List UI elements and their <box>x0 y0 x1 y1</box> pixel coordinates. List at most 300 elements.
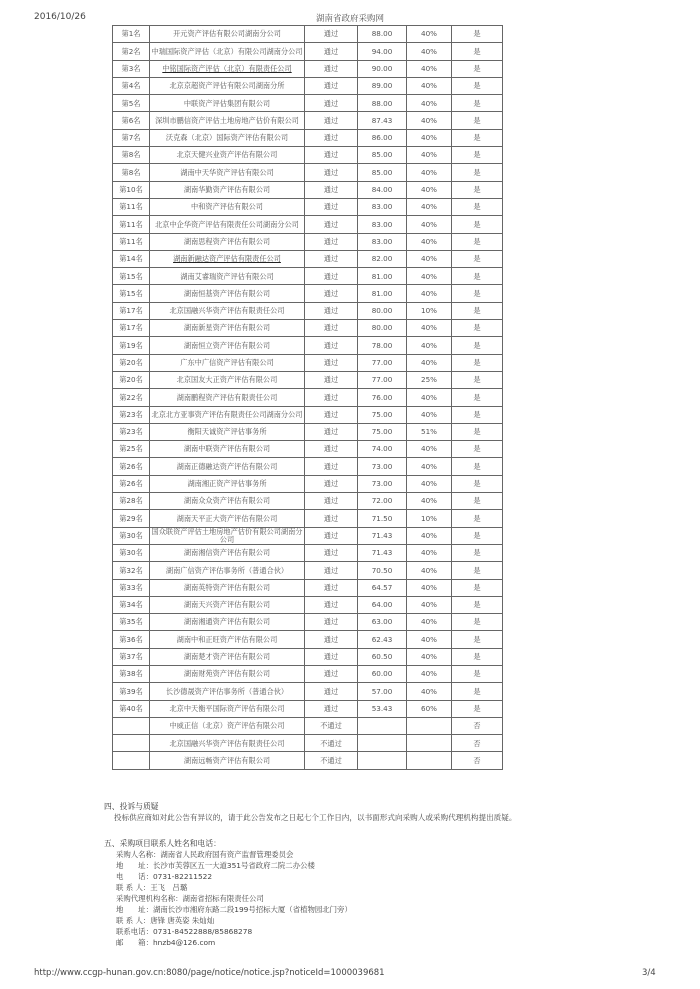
cell-status: 不通过 <box>305 735 358 752</box>
cell-name: 湖南新星资产评估有限公司 <box>150 320 305 337</box>
table-row <box>113 216 503 233</box>
cell-pct: 40% <box>407 614 452 631</box>
cell-name: 湖南楚才资产评估有限公司 <box>150 648 305 665</box>
cell-status: 通过 <box>305 43 358 60</box>
cell-status: 通过 <box>305 216 358 233</box>
contact-section-title: 五、采购项目联系人姓名和电话： <box>104 839 221 848</box>
contact-line: 邮 箱：hnzb4@126.com <box>116 938 216 947</box>
cell-win: 是 <box>452 665 503 682</box>
cell-score: 84.00 <box>358 181 407 198</box>
cell-win: 是 <box>452 389 503 406</box>
table-row <box>113 181 503 198</box>
cell-rank <box>113 752 150 769</box>
cell-status: 通过 <box>305 406 358 423</box>
contact-line: 采购代理机构名称：湖南省招标有限责任公司 <box>116 894 264 903</box>
cell-score <box>358 735 407 752</box>
cell-rank: 第2名 <box>113 43 150 60</box>
cell-win: 是 <box>452 648 503 665</box>
cell-rank: 第20名 <box>113 354 150 371</box>
cell-score: 57.00 <box>358 683 407 700</box>
cell-win: 是 <box>452 441 503 458</box>
table-row <box>113 302 503 319</box>
cell-pct: 40% <box>407 337 452 354</box>
cell-rank: 第25名 <box>113 441 150 458</box>
complaint-section-body: 投标供应商如对此公告有异议的，请于此公告发布之日起七个工作日内，以书面形式向采购人或采购代理机构提出质疑。 <box>114 813 517 822</box>
cell-win: 是 <box>452 268 503 285</box>
cell-score: 73.00 <box>358 458 407 475</box>
cell-score: 74.00 <box>358 441 407 458</box>
cell-pct: 60% <box>407 700 452 717</box>
cell-score: 72.00 <box>358 493 407 510</box>
cell-name: 中瑞国际资产评估（北京）有限公司湖南分公司 <box>150 43 305 60</box>
contact-line: 联系电话：0731-84522888/85868278 <box>116 927 253 936</box>
cell-status: 不通过 <box>305 717 358 734</box>
cell-win: 是 <box>452 700 503 717</box>
cell-name: 湖南鹏程资产评估有限责任公司 <box>150 389 305 406</box>
cell-status: 通过 <box>305 579 358 596</box>
table-row <box>113 43 503 60</box>
cell-rank: 第15名 <box>113 268 150 285</box>
cell-rank: 第19名 <box>113 337 150 354</box>
cell-name: 沃克森（北京）国际资产评估有限公司 <box>150 129 305 146</box>
results-table-body <box>113 26 503 770</box>
cell-win: 是 <box>452 423 503 440</box>
table-row <box>113 614 503 631</box>
cell-win: 是 <box>452 354 503 371</box>
table-row <box>113 60 503 77</box>
cell-score: 73.00 <box>358 475 407 492</box>
cell-win: 是 <box>452 60 503 77</box>
cell-win: 是 <box>452 510 503 527</box>
cell-status: 通过 <box>305 510 358 527</box>
cell-score: 80.00 <box>358 320 407 337</box>
cell-pct: 40% <box>407 389 452 406</box>
cell-status: 通过 <box>305 648 358 665</box>
cell-win: 是 <box>452 77 503 94</box>
cell-name: 湖南恒立资产评估有限公司 <box>150 337 305 354</box>
cell-score: 88.00 <box>358 26 407 43</box>
cell-pct: 40% <box>407 596 452 613</box>
footer-url[interactable]: http://www.ccgp-hunan.gov.cn:8080/page/notice/notice.jsp?noticeId=1000039681 <box>34 968 385 978</box>
cell-pct: 25% <box>407 371 452 388</box>
cell-status: 通过 <box>305 147 358 164</box>
cell-pct: 40% <box>407 129 452 146</box>
cell-rank <box>113 735 150 752</box>
cell-pct: 40% <box>407 544 452 561</box>
cell-status: 通过 <box>305 95 358 112</box>
cell-status: 通过 <box>305 371 358 388</box>
table-row <box>113 683 503 700</box>
cell-score: 60.50 <box>358 648 407 665</box>
cell-pct: 40% <box>407 320 452 337</box>
cell-pct: 40% <box>407 441 452 458</box>
results-table <box>112 25 503 770</box>
table-row <box>113 423 503 440</box>
cell-rank: 第8名 <box>113 147 150 164</box>
cell-name: 北京中企华资产评估有限责任公司湖南分公司 <box>150 216 305 233</box>
contact-line: 联 系 人：王飞 吕璐 <box>116 883 188 892</box>
cell-rank <box>113 717 150 734</box>
cell-score: 64.00 <box>358 596 407 613</box>
cell-pct: 40% <box>407 77 452 94</box>
cell-win: 是 <box>452 614 503 631</box>
cell-name: 北京国融兴华资产评估有限责任公司 <box>150 735 305 752</box>
contact-line: 地 址：长沙市芙蓉区五一大道351号省政府二院二办公楼 <box>116 861 315 870</box>
cell-status: 通过 <box>305 285 358 302</box>
cell-win: 否 <box>452 735 503 752</box>
cell-rank: 第11名 <box>113 198 150 215</box>
cell-pct: 40% <box>407 631 452 648</box>
cell-rank: 第6名 <box>113 112 150 129</box>
cell-rank: 第11名 <box>113 233 150 250</box>
cell-status: 通过 <box>305 60 358 77</box>
cell-score: 71.50 <box>358 510 407 527</box>
cell-rank: 第30名 <box>113 544 150 561</box>
cell-name: 开元资产评估有限公司湖南分公司 <box>150 26 305 43</box>
cell-win: 是 <box>452 544 503 561</box>
cell-score: 88.00 <box>358 95 407 112</box>
cell-score <box>358 752 407 769</box>
cell-score: 78.00 <box>358 337 407 354</box>
cell-status: 通过 <box>305 544 358 561</box>
cell-rank: 第7名 <box>113 129 150 146</box>
table-row <box>113 250 503 267</box>
cell-score: 75.00 <box>358 423 407 440</box>
cell-win: 是 <box>452 493 503 510</box>
table-row <box>113 648 503 665</box>
cell-score: 62.43 <box>358 631 407 648</box>
cell-score: 71.43 <box>358 527 407 544</box>
cell-name: 湖南华勤资产评估有限公司 <box>150 181 305 198</box>
table-row <box>113 354 503 371</box>
cell-name: 深圳市鹏信资产评估土地房地产估价有限公司 <box>150 112 305 129</box>
table-row <box>113 579 503 596</box>
cell-rank: 第34名 <box>113 596 150 613</box>
cell-score: 76.00 <box>358 389 407 406</box>
cell-score: 83.00 <box>358 233 407 250</box>
cell-name: 湖南天兴资产评估有限公司 <box>150 596 305 613</box>
cell-status: 通过 <box>305 493 358 510</box>
cell-status: 不通过 <box>305 752 358 769</box>
cell-rank: 第20名 <box>113 371 150 388</box>
cell-pct <box>407 735 452 752</box>
cell-rank: 第22名 <box>113 389 150 406</box>
table-row <box>113 320 503 337</box>
cell-status: 通过 <box>305 683 358 700</box>
cell-pct: 40% <box>407 285 452 302</box>
cell-name: 北京中天衡平国际资产评估有限公司 <box>150 700 305 717</box>
cell-rank: 第37名 <box>113 648 150 665</box>
cell-rank: 第29名 <box>113 510 150 527</box>
cell-pct: 40% <box>407 216 452 233</box>
cell-name: 衡阳天诚资产评估事务所 <box>150 423 305 440</box>
cell-win: 是 <box>452 95 503 112</box>
cell-pct: 40% <box>407 406 452 423</box>
complaint-section-title: 四、投诉与质疑 <box>104 802 159 811</box>
cell-name: 湖南湘正资产评估事务所 <box>150 475 305 492</box>
cell-status: 通过 <box>305 562 358 579</box>
cell-pct: 10% <box>407 302 452 319</box>
table-row <box>113 164 503 181</box>
cell-rank: 第5名 <box>113 95 150 112</box>
table-row <box>113 26 503 43</box>
cell-rank: 第39名 <box>113 683 150 700</box>
cell-pct: 40% <box>407 458 452 475</box>
cell-status: 通过 <box>305 475 358 492</box>
cell-win: 是 <box>452 181 503 198</box>
table-row <box>113 458 503 475</box>
cell-score: 70.50 <box>358 562 407 579</box>
cell-name: 北京国融兴华资产评估有限责任公司 <box>150 302 305 319</box>
cell-name: 湖南艾睿瑞资产评估有限公司 <box>150 268 305 285</box>
table-row <box>113 389 503 406</box>
cell-status: 通过 <box>305 665 358 682</box>
cell-rank: 第28名 <box>113 493 150 510</box>
cell-name: 湖南众众资产评估有限公司 <box>150 493 305 510</box>
cell-rank: 第23名 <box>113 423 150 440</box>
contact-line: 采购人名称：湖南省人民政府国有资产监督管理委员会 <box>116 850 294 859</box>
cell-status: 通过 <box>305 614 358 631</box>
table-row <box>113 285 503 302</box>
table-row <box>113 371 503 388</box>
cell-name: 湖南湘信资产评估有限公司 <box>150 544 305 561</box>
cell-win: 是 <box>452 406 503 423</box>
table-row <box>113 233 503 250</box>
table-row <box>113 406 503 423</box>
cell-score: 87.43 <box>358 112 407 129</box>
cell-name: 湖南正德融达资产评估有限公司 <box>150 458 305 475</box>
cell-pct: 51% <box>407 423 452 440</box>
table-row <box>113 493 503 510</box>
cell-win: 否 <box>452 717 503 734</box>
cell-name: 湖南广信资产评估事务所（普通合伙） <box>150 562 305 579</box>
cell-name: 北京天健兴业资产评估有限公司 <box>150 147 305 164</box>
site-title: 湖南省政府采购网 <box>315 14 384 24</box>
cell-pct: 40% <box>407 579 452 596</box>
cell-status: 通过 <box>305 302 358 319</box>
table-row <box>113 596 503 613</box>
table-row <box>113 735 503 752</box>
cell-rank: 第3名 <box>113 60 150 77</box>
table-row <box>113 527 503 544</box>
header-date: 2016/10/26 <box>34 12 86 22</box>
contact-line: 联 系 人：唐锋 唐英姿 朱灿灿 <box>116 916 215 925</box>
cell-rank: 第35名 <box>113 614 150 631</box>
cell-win: 是 <box>452 285 503 302</box>
cell-win: 是 <box>452 302 503 319</box>
cell-name: 中和资产评估有限公司 <box>150 198 305 215</box>
cell-score: 63.00 <box>358 614 407 631</box>
cell-name: 湖南恒基资产评估有限公司 <box>150 285 305 302</box>
cell-rank: 第15名 <box>113 285 150 302</box>
cell-status: 通过 <box>305 527 358 544</box>
cell-win: 是 <box>452 198 503 215</box>
cell-pct: 40% <box>407 112 452 129</box>
cell-pct: 40% <box>407 648 452 665</box>
cell-pct: 40% <box>407 493 452 510</box>
cell-win: 是 <box>452 458 503 475</box>
cell-pct: 40% <box>407 354 452 371</box>
cell-rank: 第26名 <box>113 475 150 492</box>
cell-name: 湖南中和正旺资产评估有限公司 <box>150 631 305 648</box>
cell-score: 71.43 <box>358 544 407 561</box>
table-row <box>113 441 503 458</box>
cell-score: 82.00 <box>358 250 407 267</box>
cell-score: 53.43 <box>358 700 407 717</box>
cell-pct: 10% <box>407 510 452 527</box>
cell-status: 通过 <box>305 423 358 440</box>
cell-rank: 第8名 <box>113 164 150 181</box>
cell-status: 通过 <box>305 250 358 267</box>
cell-status: 通过 <box>305 631 358 648</box>
cell-rank: 第17名 <box>113 302 150 319</box>
cell-score: 94.00 <box>358 43 407 60</box>
cell-name: 湖南中联资产评估有限公司 <box>150 441 305 458</box>
cell-pct: 40% <box>407 43 452 60</box>
cell-win: 否 <box>452 752 503 769</box>
cell-pct: 40% <box>407 181 452 198</box>
cell-status: 通过 <box>305 268 358 285</box>
cell-name: 北京北方亚事资产评估有限责任公司湖南分公司 <box>150 406 305 423</box>
cell-win: 是 <box>452 579 503 596</box>
table-row <box>113 268 503 285</box>
cell-score: 81.00 <box>358 285 407 302</box>
cell-win: 是 <box>452 371 503 388</box>
cell-name: 湖南中天华资产评估有限公司 <box>150 164 305 181</box>
cell-rank: 第14名 <box>113 250 150 267</box>
cell-name: 湖南思程资产评估有限公司 <box>150 233 305 250</box>
page-number: 3/4 <box>642 968 656 978</box>
cell-pct: 40% <box>407 527 452 544</box>
cell-pct: 40% <box>407 95 452 112</box>
cell-win: 是 <box>452 250 503 267</box>
cell-rank: 第1名 <box>113 26 150 43</box>
cell-name: 中联资产评估集团有限公司 <box>150 95 305 112</box>
cell-status: 通过 <box>305 320 358 337</box>
cell-status: 通过 <box>305 77 358 94</box>
cell-status: 通过 <box>305 233 358 250</box>
cell-status: 通过 <box>305 389 358 406</box>
cell-score: 83.00 <box>358 198 407 215</box>
cell-pct: 40% <box>407 562 452 579</box>
cell-status: 通过 <box>305 441 358 458</box>
cell-pct: 40% <box>407 147 452 164</box>
cell-name: 中威正信（北京）资产评估有限公司 <box>150 717 305 734</box>
cell-score: 81.00 <box>358 268 407 285</box>
cell-name: 北京京超资产评估有限公司湖南分所 <box>150 77 305 94</box>
cell-win: 是 <box>452 320 503 337</box>
cell-rank: 第36名 <box>113 631 150 648</box>
cell-rank: 第30名 <box>113 527 150 544</box>
cell-win: 是 <box>452 129 503 146</box>
cell-score: 89.00 <box>358 77 407 94</box>
cell-score: 75.00 <box>358 406 407 423</box>
cell-score: 83.00 <box>358 216 407 233</box>
cell-win: 是 <box>452 112 503 129</box>
cell-win: 是 <box>452 164 503 181</box>
cell-win: 是 <box>452 43 503 60</box>
cell-score: 85.00 <box>358 164 407 181</box>
cell-rank: 第17名 <box>113 320 150 337</box>
cell-pct: 40% <box>407 233 452 250</box>
cell-pct <box>407 752 452 769</box>
cell-status: 通过 <box>305 354 358 371</box>
cell-pct: 40% <box>407 475 452 492</box>
cell-status: 通过 <box>305 26 358 43</box>
cell-rank: 第40名 <box>113 700 150 717</box>
cell-pct <box>407 717 452 734</box>
cell-name: 湖南英特资产评估有限公司 <box>150 579 305 596</box>
cell-win: 是 <box>452 233 503 250</box>
cell-pct: 40% <box>407 198 452 215</box>
table-row <box>113 544 503 561</box>
table-row <box>113 95 503 112</box>
cell-status: 通过 <box>305 596 358 613</box>
cell-rank: 第33名 <box>113 579 150 596</box>
cell-win: 是 <box>452 475 503 492</box>
cell-score: 77.00 <box>358 354 407 371</box>
cell-status: 通过 <box>305 458 358 475</box>
cell-name: 湖南天平正大资产评估有限公司 <box>150 510 305 527</box>
cell-score <box>358 717 407 734</box>
contact-line: 电 话：0731-82211522 <box>116 872 213 881</box>
table-row <box>113 147 503 164</box>
cell-pct: 40% <box>407 665 452 682</box>
cell-pct: 40% <box>407 268 452 285</box>
cell-name: 国众联资产评估土地房地产估价有限公司湖南分公司 <box>150 527 305 544</box>
cell-pct: 40% <box>407 683 452 700</box>
cell-score: 60.00 <box>358 665 407 682</box>
table-row <box>113 475 503 492</box>
cell-status: 通过 <box>305 164 358 181</box>
cell-win: 是 <box>452 683 503 700</box>
contact-line: 地 址：湖南长沙市湘府东路二段199号招标大厦（省植物园北门旁） <box>116 905 352 914</box>
table-row <box>113 510 503 527</box>
cell-score: 85.00 <box>358 147 407 164</box>
cell-status: 通过 <box>305 129 358 146</box>
table-row <box>113 77 503 94</box>
cell-rank: 第32名 <box>113 562 150 579</box>
cell-score: 90.00 <box>358 60 407 77</box>
table-row <box>113 665 503 682</box>
cell-rank: 第23名 <box>113 406 150 423</box>
cell-status: 通过 <box>305 181 358 198</box>
cell-rank: 第26名 <box>113 458 150 475</box>
cell-win: 是 <box>452 631 503 648</box>
cell-pct: 40% <box>407 250 452 267</box>
cell-name: 湖南财苑资产评估有限公司 <box>150 665 305 682</box>
cell-name: 长沙德晟资产评估事务所（普通合伙） <box>150 683 305 700</box>
table-row <box>113 700 503 717</box>
cell-status: 通过 <box>305 700 358 717</box>
cell-win: 是 <box>452 337 503 354</box>
table-row <box>113 198 503 215</box>
cell-score: 80.00 <box>358 302 407 319</box>
cell-pct: 40% <box>407 60 452 77</box>
cell-rank: 第4名 <box>113 77 150 94</box>
cell-win: 是 <box>452 26 503 43</box>
cell-name: 北京国友大正资产评估有限公司 <box>150 371 305 388</box>
cell-name: 广东中广信资产评估有限公司 <box>150 354 305 371</box>
cell-status: 通过 <box>305 112 358 129</box>
cell-name: 湖南湘通资产评估有限公司 <box>150 614 305 631</box>
table-row <box>113 112 503 129</box>
cell-name: 湖南新融达资产评估有限责任公司 <box>150 250 305 267</box>
cell-status: 通过 <box>305 337 358 354</box>
cell-name: 湖南远畅资产评估有限公司 <box>150 752 305 769</box>
cell-rank: 第38名 <box>113 665 150 682</box>
cell-rank: 第11名 <box>113 216 150 233</box>
